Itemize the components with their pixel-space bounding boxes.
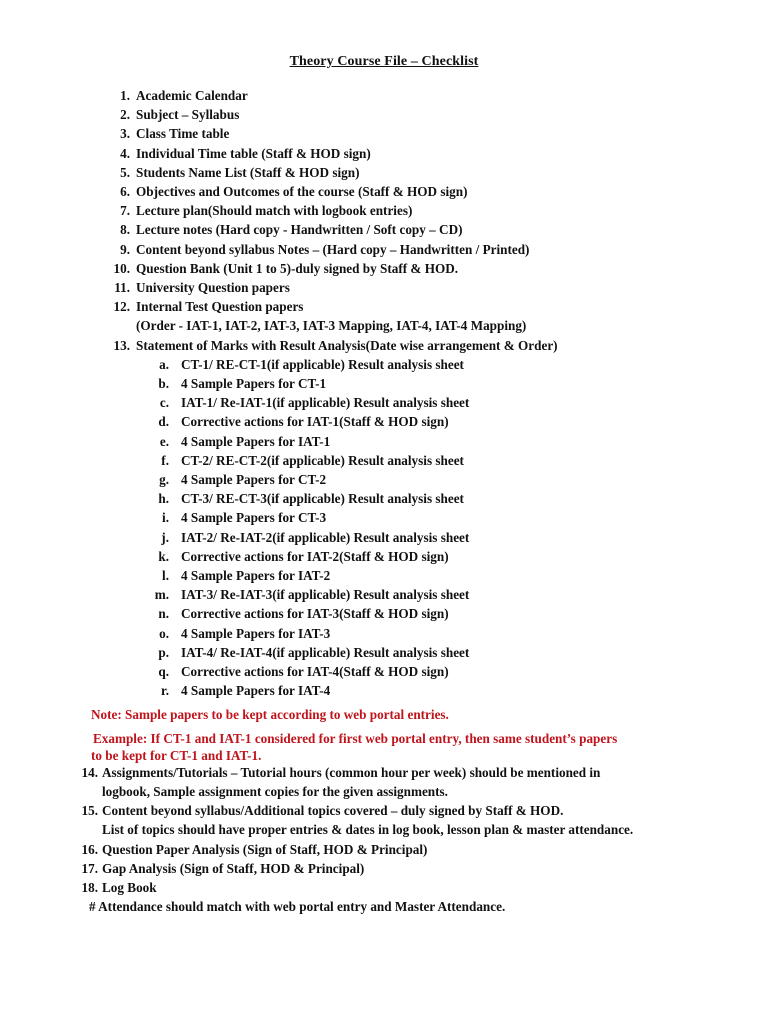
sub-item-p-text: IAT-4/ Re-IAT-4(if applicable) Result analysis sheet: [181, 644, 470, 660]
checklist-item-2-text: Subject – Syllabus: [136, 107, 240, 123]
sub-item-letter: a.: [159, 356, 169, 372]
note-text-text: Note: Sample papers to be kept according to web portal entries.: [91, 707, 449, 722]
checklist-item-15-cont-text: List of topics should have proper entries & dates in log book, lesson plan & master attendance.: [102, 822, 634, 837]
sub-item-i-text: 4 Sample Papers for CT-3: [181, 510, 327, 526]
checklist-item-3-text: Class Time table: [136, 126, 230, 142]
sub-item-letter: n.: [158, 606, 169, 622]
item-number: 16.: [81, 842, 98, 857]
sub-item-letter: m.: [154, 587, 169, 603]
item-number: 14.: [81, 765, 98, 780]
sub-item-letter: d.: [158, 414, 169, 430]
item-number: 4.: [120, 145, 130, 161]
sub-item-letter: b.: [158, 376, 169, 391]
checklist-item-17-text: Gap Analysis (Sign of Staff, HOD & Principal): [102, 861, 365, 876]
item-number: 5.: [120, 164, 130, 180]
sub-item-letter: k.: [158, 548, 169, 564]
item-number: 9.: [120, 241, 130, 257]
checklist-item-14-text: Assignments/Tutorials – Tutorial hours (common hour per week) should be mentioned in: [102, 765, 601, 780]
checklist-item-14-cont-text: logbook, Sample assignment copies for the given assignments.: [102, 784, 448, 799]
sub-item-f-text: CT-2/ RE-CT-2(if applicable) Result analysis sheet: [181, 452, 464, 468]
item-number: 11.: [114, 280, 130, 295]
example-text-line-2-text: to be kept for CT-1 and IAT-1.: [91, 748, 262, 763]
sub-item-e-text: 4 Sample Papers for IAT-1: [181, 433, 331, 449]
item-number: 2.: [120, 107, 130, 123]
sub-item-g-text: 4 Sample Papers for CT-2: [181, 472, 327, 487]
item-number: 15.: [81, 803, 98, 818]
sub-item-k-text: Corrective actions for IAT-2(Staff & HOD sign): [181, 548, 449, 564]
sub-item-a-text: CT-1/ RE-CT-1(if applicable) Result analysis sheet: [181, 356, 464, 372]
checklist-item-12-text: Internal Test Question papers: [136, 299, 304, 315]
sub-item-d-text: Corrective actions for IAT-1(Staff & HOD sign): [181, 414, 449, 430]
item-number: 17.: [81, 861, 98, 876]
sub-item-letter: p.: [158, 644, 169, 660]
sub-item-letter: r.: [161, 683, 169, 699]
checklist-item-8-text: Lecture notes (Hard copy - Handwritten / Soft copy – CD): [136, 222, 463, 238]
sub-item-letter: f.: [161, 452, 169, 468]
sub-item-letter: q.: [158, 664, 169, 679]
item-number: 7.: [120, 203, 130, 219]
checklist-item-10-text: Question Bank (Unit 1 to 5)-duly signed by Staff & HOD.: [136, 260, 459, 276]
sub-item-b-text: 4 Sample Papers for CT-1: [181, 376, 327, 391]
sub-item-letter: e.: [159, 433, 169, 449]
checklist-item-7-text: Lecture plan(Should match with logbook entries): [136, 203, 413, 219]
example-text-line-1-text: Example: If CT-1 and IAT-1 considered for first web portal entry, then same student’s papers: [93, 731, 618, 746]
sub-item-letter: h.: [158, 491, 169, 507]
item-number: 6.: [120, 184, 130, 199]
item-number: 12.: [113, 299, 130, 315]
sub-item-c-text: IAT-1/ Re-IAT-1(if applicable) Result analysis sheet: [181, 395, 470, 411]
checklist-item-9-text: Content beyond syllabus Notes – (Hard copy – Handwritten / Printed): [136, 241, 530, 257]
checklist-item-18-text: Log Book: [102, 880, 157, 895]
sub-item-q-text: Corrective actions for IAT-4(Staff & HOD sign): [181, 664, 449, 679]
sub-item-h-text: CT-3/ RE-CT-3(if applicable) Result analysis sheet: [181, 491, 464, 507]
checklist-item-13-text: Statement of Marks with Result Analysis(Date wise arrangement & Order): [136, 337, 558, 353]
item-number: 10.: [113, 260, 130, 276]
sub-item-j-text: IAT-2/ Re-IAT-2(if applicable) Result analysis sheet: [181, 529, 470, 545]
checklist-item-11-text: University Question papers: [136, 280, 290, 295]
checklist-item-15-text: Content beyond syllabus/Additional topics covered – duly signed by Staff & HOD.: [102, 803, 564, 818]
sub-item-letter: o.: [159, 625, 169, 641]
sub-item-letter: j.: [161, 529, 169, 545]
sub-item-letter: c.: [159, 395, 169, 411]
attendance-footer-note-text: # Attendance should match with web portal entry and Master Attendance.: [89, 899, 506, 914]
checklist-item-16-text: Question Paper Analysis (Sign of Staff, HOD & Principal): [102, 842, 428, 857]
checklist-item-12-continuation-text: (Order - IAT-1, IAT-2, IAT-3, IAT-3 Mapping, IAT-4, IAT-4 Mapping): [136, 318, 527, 334]
item-number: 3.: [120, 126, 130, 142]
sub-item-o-text: 4 Sample Papers for IAT-3: [181, 625, 331, 641]
checklist-item-5-text: Students Name List (Staff & HOD sign): [136, 164, 360, 180]
checklist-item-4-text: Individual Time table (Staff & HOD sign): [136, 145, 371, 161]
sub-item-r-text: 4 Sample Papers for IAT-4: [181, 683, 331, 699]
sub-item-letter: g.: [159, 472, 169, 487]
checklist-item-6-text: Objectives and Outcomes of the course (Staff & HOD sign): [136, 184, 468, 199]
item-number: 1.: [120, 88, 130, 103]
sub-item-l-text: 4 Sample Papers for IAT-2: [181, 568, 331, 583]
item-number: 8.: [120, 222, 130, 238]
item-number: 13.: [113, 337, 130, 353]
sub-item-letter: l.: [162, 568, 169, 583]
sub-item-m-text: IAT-3/ Re-IAT-3(if applicable) Result analysis sheet: [181, 587, 470, 603]
item-number: 18.: [81, 880, 98, 895]
page-title: Theory Course File – Checklist: [289, 54, 479, 69]
sub-item-n-text: Corrective actions for IAT-3(Staff & HOD sign): [181, 606, 449, 622]
sub-item-letter: i.: [162, 510, 169, 526]
checklist-item-1-text: Academic Calendar: [136, 88, 248, 103]
